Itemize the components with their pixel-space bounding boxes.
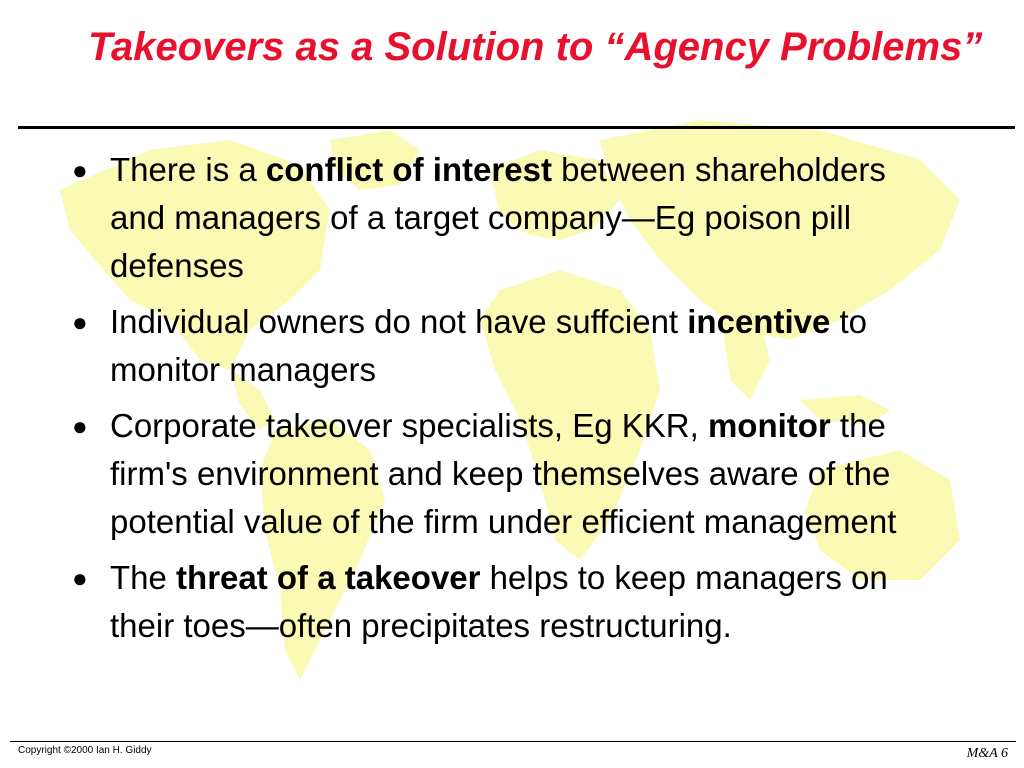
bullet-item — [70, 298, 950, 394]
bullet-emphasis: threat of a takeover — [176, 559, 481, 596]
bullet-emphasis: conflict of interest — [265, 151, 552, 188]
bullet-dot-icon: ● — [72, 155, 88, 185]
bullet-dot-icon: ● — [72, 563, 88, 593]
bullet-text: helps to keep managers on their toes—often precipitates restructuring. — [110, 559, 888, 644]
bullet-item — [70, 402, 950, 546]
bullet-dot-icon: ● — [72, 411, 88, 441]
bullet-item — [70, 146, 950, 290]
bullet-text: the firm's environment and keep themselves aware of the potential value of the firm under efficient management — [110, 407, 897, 540]
bullet-list — [70, 146, 950, 658]
title-divider — [18, 126, 1015, 129]
bullet-emphasis: incentive — [687, 303, 831, 340]
bullet-text: There is a — [110, 151, 266, 188]
footer-divider — [10, 741, 1016, 742]
bullet-dot-icon: ● — [72, 307, 88, 337]
bullet-text: to monitor managers — [110, 303, 868, 388]
bullet-text: Corporate takeover specialists, Eg KKR, — [110, 407, 708, 444]
bullet-emphasis: monitor — [707, 407, 831, 444]
bullet-item — [70, 554, 950, 650]
slide-title: Takeovers as a Solution to “Agency Problems” — [88, 25, 983, 69]
bullet-text: The — [110, 559, 177, 596]
bullet-text: between shareholders and managers of a target company—Eg poison pill defenses — [110, 151, 886, 284]
bullet-text: Individual owners do not have suffcient — [110, 303, 688, 340]
page-number: M&A 6 — [966, 746, 1008, 761]
copyright-text: Copyright ©2000 Ian H. Giddy — [18, 745, 152, 756]
